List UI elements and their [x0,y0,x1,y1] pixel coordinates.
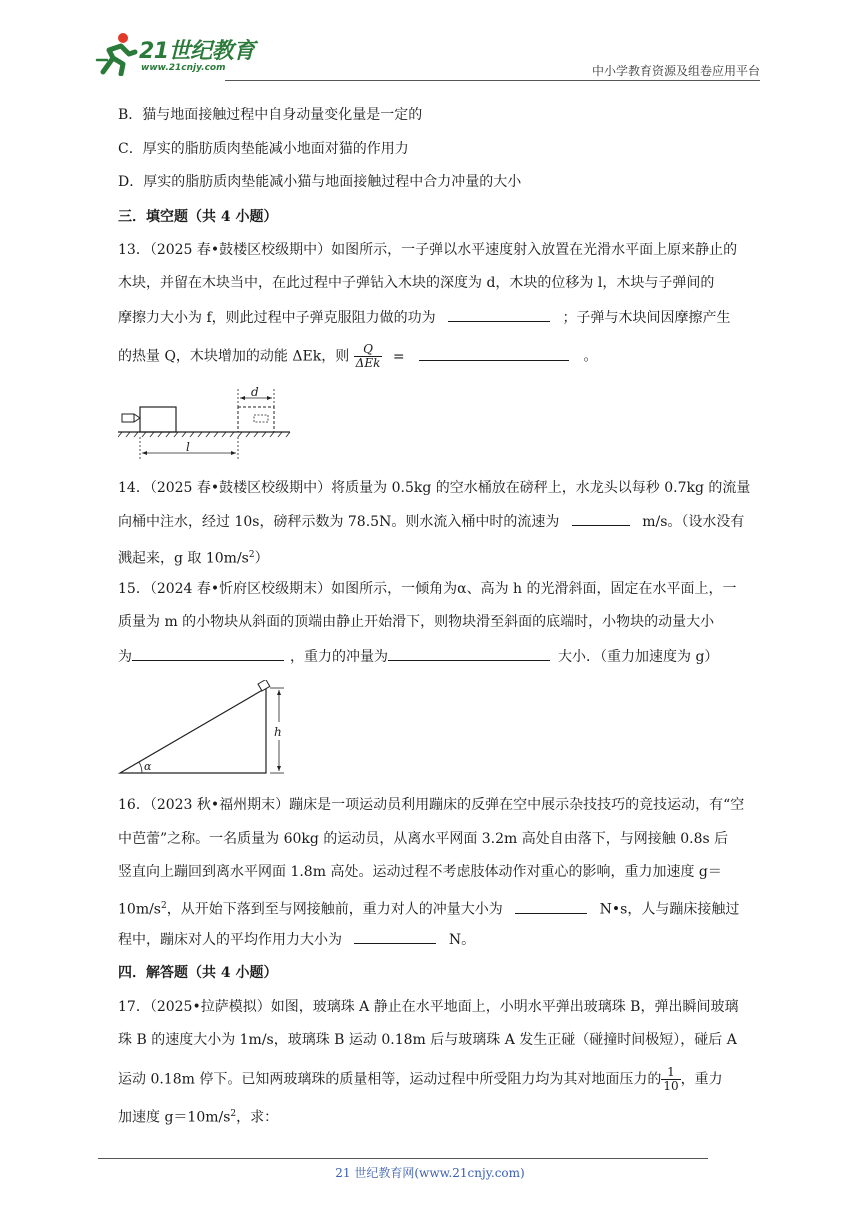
q13-line-3 [118,307,731,328]
q16-line-4 [118,896,739,920]
footer-link[interactable]: 21 世纪教育网(www.21cnjy.com) [335,1166,525,1180]
page-header [95,30,760,80]
q13-fig-label-l: l [186,440,190,454]
q14-line-3 [118,545,269,569]
q15-text-3c: 大小．（重力加速度为 g） [558,649,719,665]
q14-line-2 [118,511,744,532]
header-divider [225,80,760,81]
q17-text-3a: 运动 0.18m 停下。已知两玻璃珠的质量相等，运动过程中所受阻力均为其对地面压力的 [118,1071,662,1088]
q16-text-4b: ，从开始下落到至与网接触前，重力对人的冲量大小为 [166,901,503,918]
q16-line-5 [118,929,475,950]
q17-line-1: 17．（2025•拉萨模拟）如图，玻璃珠 A 静止在水平地面上，小明水平弹出玻璃珠 B，弹出瞬间玻璃 [118,999,739,1015]
q14-text-2a: 向桶中注水，经过 10s，磅秤示数为 78.5N。则水流入桶中时的流速为 [118,514,560,530]
q13-fraction [354,343,383,370]
q13-equals: = [392,348,405,365]
option-b: B．猫与地面接触过程中自身动量变化量是一定的 [118,107,423,123]
q17-text-4b: ，求： [236,1109,279,1126]
q15-text-3b: ，重力的冲量为 [290,649,388,665]
q13-line-4 [118,343,597,370]
q15-answer-blank-1[interactable] [132,646,284,661]
q15-line-2: 质量为 m 的小物块从斜面的顶端由静止开始滑下，则物块滑至斜面的底端时，小物块的动量大小 [118,614,715,630]
q13-bullet-block-figure [118,385,298,463]
option-d: D．厚实的脂肪质肉垫能减小猫与地面接触过程中合力冲量的大小 [118,174,522,190]
q16-text-5b: N。 [448,932,476,948]
q16-text-4c: N•s，人与蹦床接触过 [599,901,740,918]
q13-answer-blank-2[interactable] [419,346,569,361]
q15-line-3 [118,646,718,667]
q16-line-1: 16．（2023 秋•福州期末）蹦床是一项运动员利用蹦床的反弹在空中展示杂技技巧的竞技运动，有“空 [118,797,745,813]
q14-answer-blank[interactable] [572,511,630,526]
q17-line-2: 珠 B 的速度大小为 1m/s，玻璃珠 B 运动 0.18m 后与玻璃珠 A 发生正碰（碰撞时间极短），碰后 A [118,1032,737,1048]
q13-fig-label-d: d [251,385,259,399]
q15-text-3a: 为 [118,649,132,665]
q16-line-2: 中芭蕾”之称。一名质量为 60kg 的运动员，从离水平网面 3.2m 高处自由落下，与网接触 0.8s 后 [118,831,729,847]
q15-answer-blank-2[interactable] [388,646,550,661]
q13-frac-numerator: Q [354,343,383,357]
q16-line-3: 竖直向上蹦回到离水平网面 1.8m 高处。运动过程不考虑肢体动作对重心的影响，重力加速度 g＝ [118,864,722,880]
q17-line-4 [118,1104,278,1128]
q13-text-4d: 。 [583,348,598,365]
q16-text-4a: 10m/s [118,901,161,918]
platform-name: 中小学教育资源及组卷应用平台 [591,64,760,78]
q17-line-3 [118,1066,723,1093]
q16-sup: 2 [161,901,167,911]
q15-fig-label-alpha: α [144,760,152,773]
q15-line-1: 15．（2024 春•忻府区校级期末）如图所示，一倾角为α、高为 h 的光滑斜面，固定在水平面上，一 [118,581,737,597]
footer-divider [98,1158,708,1159]
site-logo [95,30,265,78]
q14-text-2b: m/s。（设水没有 [642,514,745,530]
logo-subtext: www.21cnjy.com [141,63,226,73]
q13-frac-denominator: ΔEk [355,356,381,370]
q17-frac-denominator: 10 [663,1079,679,1093]
q16-answer-blank-1[interactable] [515,899,587,914]
q17-sup: 2 [230,1109,237,1119]
q16-answer-blank-2[interactable] [354,929,436,944]
logo-text: 21世纪教育 [139,39,255,64]
option-c: C．厚实的脂肪质肉垫能减小地面对猫的作用力 [118,141,409,157]
q13-answer-blank-1[interactable] [448,307,550,322]
q13-text-4b: ΔEk，则 [292,348,350,365]
q13-text-4a: 的热量 Q，木块增加的动能 [118,348,288,365]
q16-text-5a: 程中，蹦床对人的平均作用力大小为 [118,932,342,948]
q13-line-2: 木块，并留在木块当中，在此过程中子弹钻入木块的深度为 d，木块的位移为 l，木块与子弹间的 [118,275,715,291]
q14-text-3-end: ） [254,550,269,567]
section-title-solve: 四．解答题（共 4 小题） [118,965,278,981]
q13-text-3b: ；子弹与木块间因摩擦产生 [562,310,731,326]
q14-line-1: 14．（2025 春•鼓楼区校级期中）将质量为 0.5kg 的空水桶放在磅秤上，水龙头以每秒 0.7kg 的流量 [118,480,751,496]
q17-fraction [661,1066,680,1093]
q15-fig-label-h: h [274,725,282,739]
section-title-fill-blank: 三．填空题（共 4 小题） [118,209,278,225]
q17-text-4a: 加速度 g＝10m/s [118,1109,231,1126]
q17-frac-numerator: 1 [661,1066,680,1080]
q17-text-3b: ，重力 [680,1071,723,1088]
q14-sup: 2 [248,550,255,560]
runner-logo-icon [95,30,141,76]
q15-incline-figure [118,680,298,776]
q13-text-3a: 摩擦力大小为 f，则此过程中子弹克服阻力做的功为 [118,310,436,326]
q14-text-3: 溅起来，g 取 10m/s [118,550,249,567]
q13-line-1: 13．（2025 春•鼓楼区校级期中）如图所示，一子弹以水平速度射入放置在光滑水平面上原来静止的 [118,242,738,258]
